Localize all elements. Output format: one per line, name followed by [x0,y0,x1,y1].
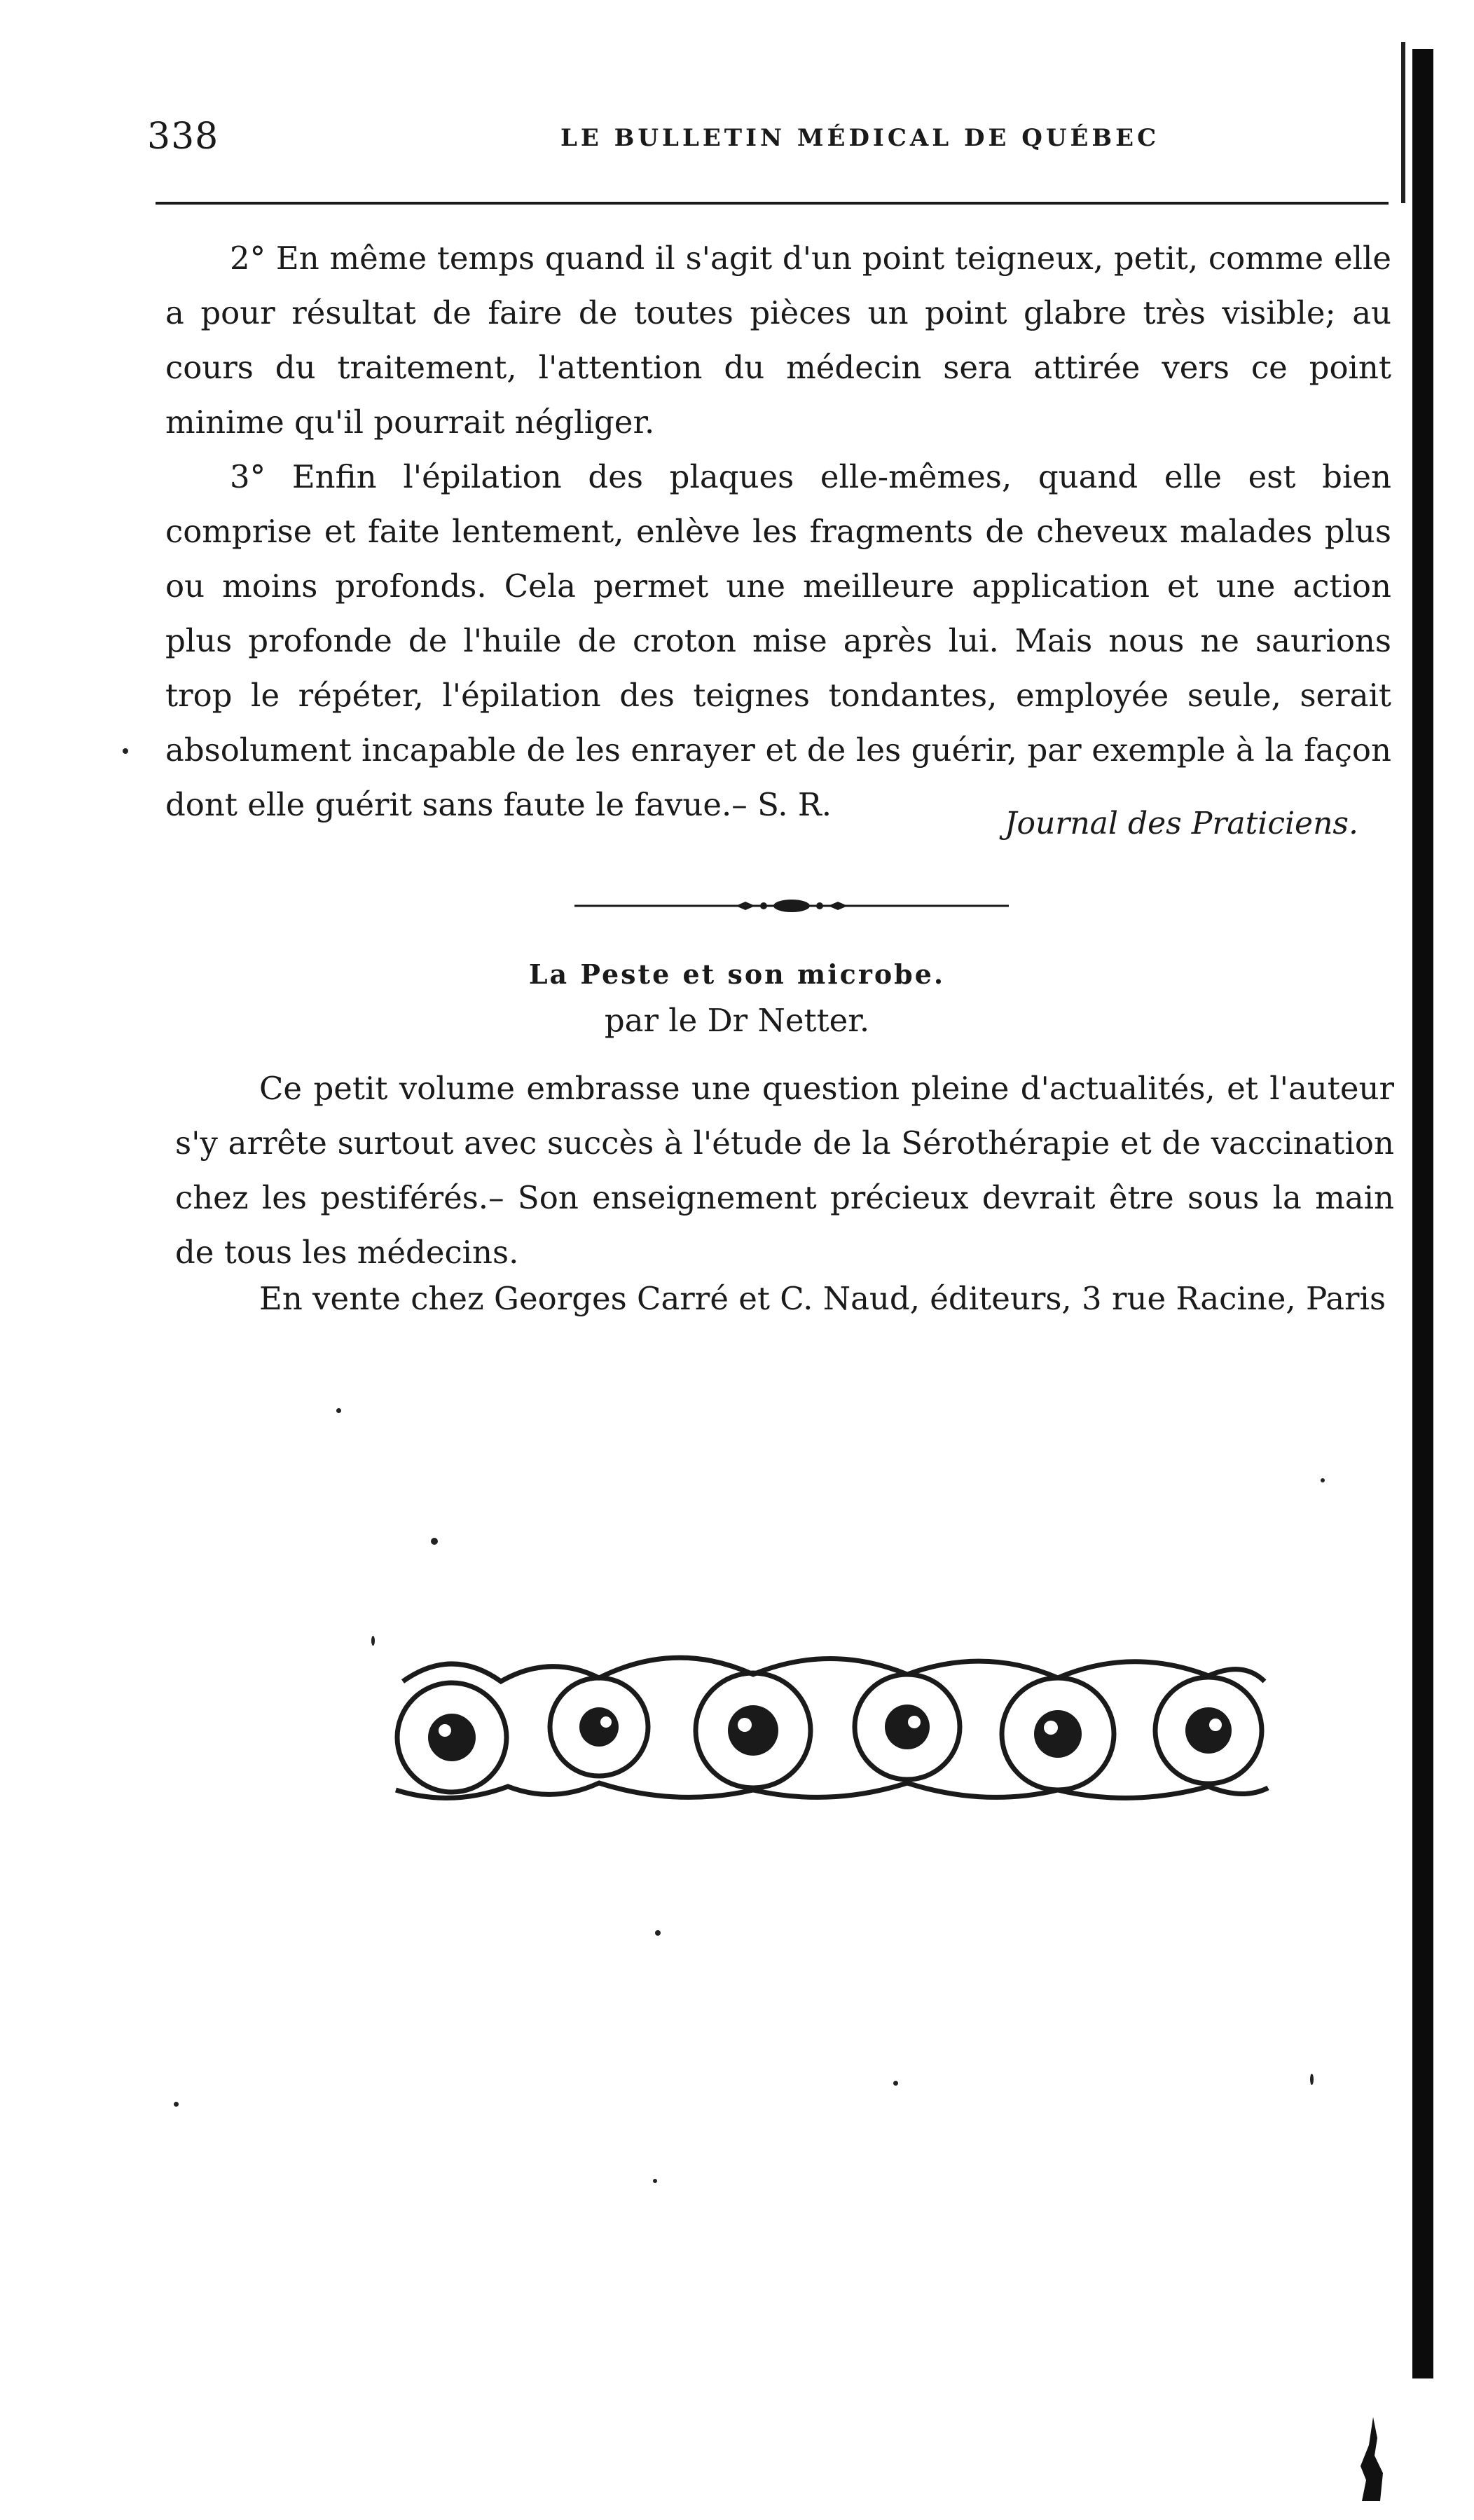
article-title: La Peste et son microbe. [528,958,946,990]
scan-speck [655,1930,661,1936]
scan-corner-mark-icon [1359,2417,1389,2501]
running-head: LE BULLETIN MÉDICAL DE QUÉBEC [560,124,1160,152]
scan-speck [371,1636,375,1646]
page-header [147,116,1394,165]
floral-tailpiece-icon [375,1639,1279,1808]
source-signature: Journal des Praticiens. [1004,806,1358,841]
paragraph-review: Ce petit volume embrasse une question pleine d'actualités, et l'auteur s'y arrête surtout avec succès à l'étude de la Sérothérapie et de vaccination chez les pestiférés.– Son enseignement précieux devrait être sous la main de tous les médecins. [175,1070,1394,1271]
paragraph-point-2: 2° En même temps quand il s'agit d'un point teigneux, petit, comme elle a pour résultat de faire de toutes pièces un point glabre très visible; au cours du traitement, l'attention du médecin sera attirée vers ce point minime qu'il pourrait négliger. [165,240,1391,441]
article-author: par le Dr Netter. [604,1002,870,1039]
paragraph-point-3: 3° Enfin l'épilation des plaques elle-mêmes, quand elle est bien comprise et faite lentement, enlève les fragments de cheveux malades plus ou moins profonds. Cela permet une meilleure application et une action plus profonde de l'huile de croton mise après lui. Mais nous ne saurions trop le répéter, l'épilation des teignes tondantes, employée seule, serait absolument incapable de les enrayer et de les guérir, par exemple à la façon dont elle guérit sans faute le favue.– S. R. [165,458,1391,823]
scan-speck [1310,2074,1314,2085]
scan-speck [893,2081,898,2086]
header-rule [156,202,1389,205]
paragraph-publisher: En vente chez Georges Carré et C. Naud, éditeurs, 3 rue Racine, Paris [259,1280,1386,1317]
scan-edge-bar [1412,49,1433,2378]
scan-speck [174,2102,179,2107]
page-number: 338 [147,116,219,158]
scan-speck [431,1538,438,1545]
ornamental-rule-icon [574,895,1009,916]
scan-speck [653,2179,657,2183]
scan-speck [336,1408,341,1413]
scan-speck [123,748,128,754]
scan-speck [1321,1478,1325,1482]
scan-edge-mark [1401,42,1405,203]
